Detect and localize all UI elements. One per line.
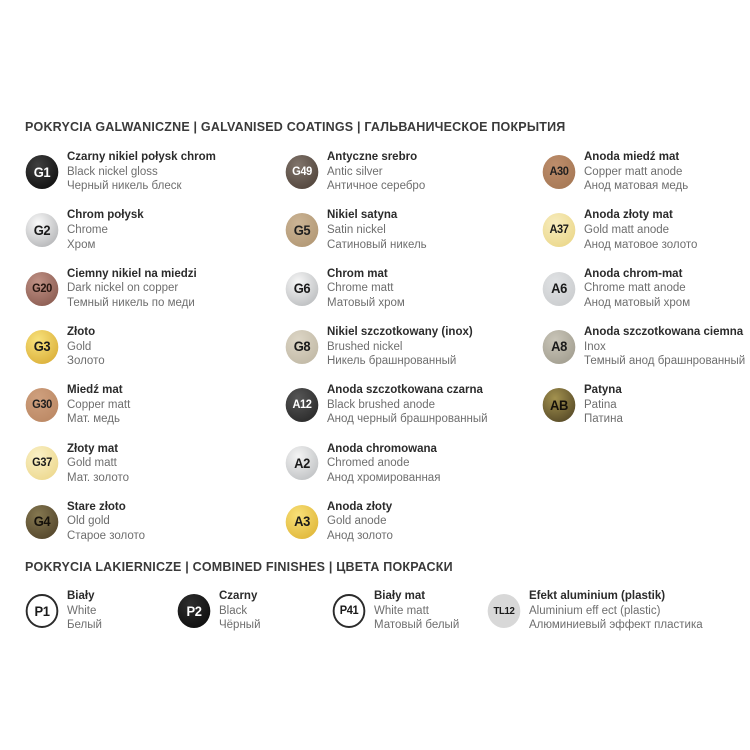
- finish-swatch-g6: G6: [286, 272, 319, 306]
- finish-labels: [584, 383, 623, 427]
- finish-label-en: Brushed nickel: [327, 340, 403, 353]
- finish-labels: [67, 325, 105, 369]
- finish-item-a3: [285, 500, 542, 544]
- finish-swatch-p2: P2: [178, 594, 211, 628]
- finish-label-pl: Anoda miedź mat: [584, 151, 680, 164]
- finish-label-en: Chrome matt anode: [584, 282, 686, 295]
- finish-label-en: Chromed anode: [327, 457, 410, 470]
- finish-label-pl: Anoda chromowana: [327, 442, 437, 455]
- finish-label-en: Old gold: [67, 515, 110, 528]
- finish-swatch-g8: G8: [286, 330, 319, 364]
- finish-swatch-g1: G1: [26, 155, 59, 189]
- finish-item-g20: [25, 267, 285, 311]
- finish-item-g6: [285, 267, 542, 311]
- finish-label-pl: Anoda chrom-mat: [584, 267, 683, 280]
- finish-label-ru: Алюминиевый эффект пластика: [529, 619, 703, 632]
- finish-label-ru: Темный никель по меди: [67, 296, 195, 309]
- finish-label-en: Black nickel gloss: [67, 165, 158, 178]
- finish-label-ru: Анод золото: [327, 530, 393, 543]
- finish-item-a8: [542, 325, 746, 369]
- galvanised-column-1: [25, 150, 285, 558]
- finish-label-ru: Мат. медь: [67, 413, 120, 426]
- finish-label-en: Patina: [584, 398, 617, 411]
- finish-item-a37: [542, 208, 737, 252]
- finish-labels: [67, 589, 102, 633]
- finish-label-ru: Мат. золото: [67, 471, 130, 484]
- finish-label-ru: Черный никель блеск: [67, 180, 182, 193]
- finish-labels: [374, 589, 459, 633]
- section-title-lacquered: POKRYCIA LAKIERNICZE | COMBINED FINISHES | ЦВЕТА ПОКРАСКИ: [25, 560, 453, 574]
- finish-swatch-a8: A8: [543, 330, 576, 364]
- finish-label-pl: Anoda szczotkowana ciemna: [584, 326, 744, 338]
- finish-item-g5: [285, 208, 542, 252]
- finish-label-ru: Патина: [584, 413, 623, 426]
- finish-item-g2: [25, 208, 285, 252]
- finish-swatch-g2: G2: [26, 213, 59, 247]
- finish-labels: [327, 383, 488, 427]
- finish-labels: [327, 150, 425, 194]
- finish-label-en: Aluminium eff ect (plastic): [529, 604, 661, 617]
- lacquered-finishes-row: [25, 589, 737, 633]
- galvanised-finishes-grid: [25, 150, 746, 558]
- finish-labels: [584, 150, 688, 194]
- finish-label-en: Inox: [584, 340, 606, 353]
- finish-item-g8: [285, 325, 542, 369]
- galvanised-column-2: [285, 150, 542, 558]
- finish-label-ru: Анод матовый хром: [584, 296, 691, 309]
- finish-swatch-a12: A12: [286, 388, 319, 422]
- finish-item-p2: [177, 589, 332, 633]
- finish-swatch-a6: A6: [543, 272, 576, 306]
- finish-label-en: White: [67, 604, 97, 617]
- finish-label-ru: Анод черный брашнрованный: [327, 413, 488, 426]
- galvanised-column-3: [542, 150, 746, 558]
- finish-labels: [327, 267, 405, 311]
- finish-swatch-g5: G5: [286, 213, 319, 247]
- finish-label-pl: Czarny nikiel połysk chrom: [67, 151, 216, 164]
- finish-label-pl: Biały mat: [374, 590, 426, 603]
- finish-swatch-tl12: TL12: [488, 594, 521, 628]
- finish-label-pl: Anoda złoty mat: [584, 209, 673, 222]
- section-title-galvanised: POKRYCIA GALWANICZNE | GALVANISED COATINGS | ГАЛЬВАНИЧЕСКОЕ ПОКРЫТИЯ: [25, 120, 566, 134]
- finish-labels: [67, 442, 129, 486]
- finish-item-a2: [285, 441, 542, 485]
- finish-label-ru: Золото: [67, 355, 105, 368]
- finish-swatch-a30: A30: [543, 155, 576, 189]
- finish-swatch-g37: G37: [26, 446, 59, 480]
- finish-label-en: Antic silver: [327, 165, 383, 178]
- finish-swatch-ab: AB: [543, 388, 576, 422]
- finish-swatch-a37: A37: [543, 213, 576, 247]
- finish-item-ab: [542, 383, 737, 427]
- finish-label-en: Copper matt anode: [584, 165, 683, 178]
- finish-label-en: Satin nickel: [327, 224, 386, 236]
- finish-label-ru: Анод матовое золото: [584, 238, 698, 251]
- finish-label-pl: Stare złoto: [67, 500, 126, 513]
- finish-label-pl: Czarny: [219, 590, 258, 603]
- finish-item-p1: [25, 589, 177, 633]
- finish-label-pl: Nikiel satyna: [327, 209, 398, 222]
- finish-item-g1: [25, 150, 285, 194]
- finish-label-ru: Чёрный: [219, 619, 261, 632]
- finish-label-pl: Chrom połysk: [67, 209, 144, 222]
- finish-label-pl: Anoda złoty: [327, 500, 393, 513]
- finish-labels: [584, 208, 697, 252]
- finish-label-ru: Хром: [67, 238, 96, 251]
- finish-swatch-g20: G20: [26, 272, 59, 306]
- finish-label-ru: Матовый белый: [374, 619, 460, 632]
- finish-labels: [67, 267, 197, 311]
- finish-item-g4: [25, 500, 285, 544]
- finish-label-en: White matt: [374, 604, 429, 617]
- finish-label-ru: Матовый хром: [327, 296, 405, 309]
- finish-label-ru: Сатиновый никель: [327, 238, 427, 251]
- finish-label-pl: Nikiel szczotkowany (inox): [327, 326, 473, 338]
- finish-swatch-a2: A2: [286, 446, 319, 480]
- finish-swatch-p41: P41: [333, 594, 366, 628]
- finish-label-en: Gold anode: [327, 515, 387, 528]
- finish-label-en: Black brushed anode: [327, 398, 436, 411]
- finish-labels: [327, 325, 473, 369]
- finish-label-ru: Белый: [67, 619, 102, 632]
- finish-label-pl: Anoda szczotkowana czarna: [327, 384, 483, 397]
- finish-label-pl: Antyczne srebro: [327, 151, 418, 164]
- finish-label-en: Chrome: [67, 224, 108, 236]
- finish-label-en: Gold matt anode: [584, 224, 670, 236]
- finish-labels: [67, 383, 130, 427]
- finish-labels: [219, 589, 261, 633]
- finish-label-pl: Miedź mat: [67, 384, 123, 397]
- finish-label-pl: Efekt aluminium (plastik): [529, 590, 666, 603]
- finish-labels: [67, 500, 145, 544]
- finish-labels: [529, 589, 703, 633]
- finish-item-a30: [542, 150, 737, 194]
- finish-label-ru: Анод хромированная: [327, 471, 441, 484]
- finish-label-en: Gold: [67, 340, 92, 353]
- finish-label-pl: Biały: [67, 590, 95, 603]
- finish-labels: [67, 208, 144, 252]
- finish-label-ru: Темный анод брашнрованный: [584, 355, 746, 368]
- finish-swatch-a3: A3: [286, 505, 319, 539]
- finish-labels: [67, 150, 216, 194]
- finish-label-ru: Античное серебро: [327, 180, 426, 193]
- finish-item-a12: [285, 383, 542, 427]
- finish-labels: [584, 267, 690, 311]
- finish-label-en: Dark nickel on copper: [67, 282, 179, 295]
- finish-label-pl: Chrom mat: [327, 267, 388, 280]
- finish-item-tl12: [487, 589, 737, 633]
- finish-label-pl: Patyna: [584, 384, 622, 397]
- finish-label-en: Copper matt: [67, 398, 131, 411]
- finish-swatch-g3: G3: [26, 330, 59, 364]
- finish-labels: [584, 325, 745, 369]
- finish-label-pl: Złoty mat: [67, 442, 119, 455]
- finish-label-pl: Złoto: [67, 326, 96, 338]
- finish-label-en: Chrome matt: [327, 282, 394, 295]
- finish-label-ru: Никель брашнрованный: [327, 355, 457, 368]
- finish-item-g30: [25, 383, 285, 427]
- finish-swatch-g49: G49: [286, 155, 319, 189]
- finish-item-p41: [332, 589, 487, 633]
- finish-label-ru: Анод матовая медь: [584, 180, 689, 193]
- finish-labels: [327, 500, 393, 544]
- finish-labels: [327, 208, 427, 252]
- finish-item-g37: [25, 441, 285, 485]
- finish-swatch-p1: P1: [26, 594, 59, 628]
- finish-label-ru: Старое золото: [67, 530, 146, 543]
- finish-swatch-g30: G30: [26, 388, 59, 422]
- finish-label-en: Black: [219, 604, 248, 617]
- finish-item-g49: [285, 150, 542, 194]
- finish-labels: [327, 442, 440, 486]
- finish-swatch-g4: G4: [26, 505, 59, 539]
- finish-label-en: Gold matt: [67, 457, 117, 470]
- finish-item-a6: [542, 267, 737, 311]
- finish-label-pl: Ciemny nikiel na miedzi: [67, 267, 197, 280]
- finish-item-g3: [25, 325, 285, 369]
